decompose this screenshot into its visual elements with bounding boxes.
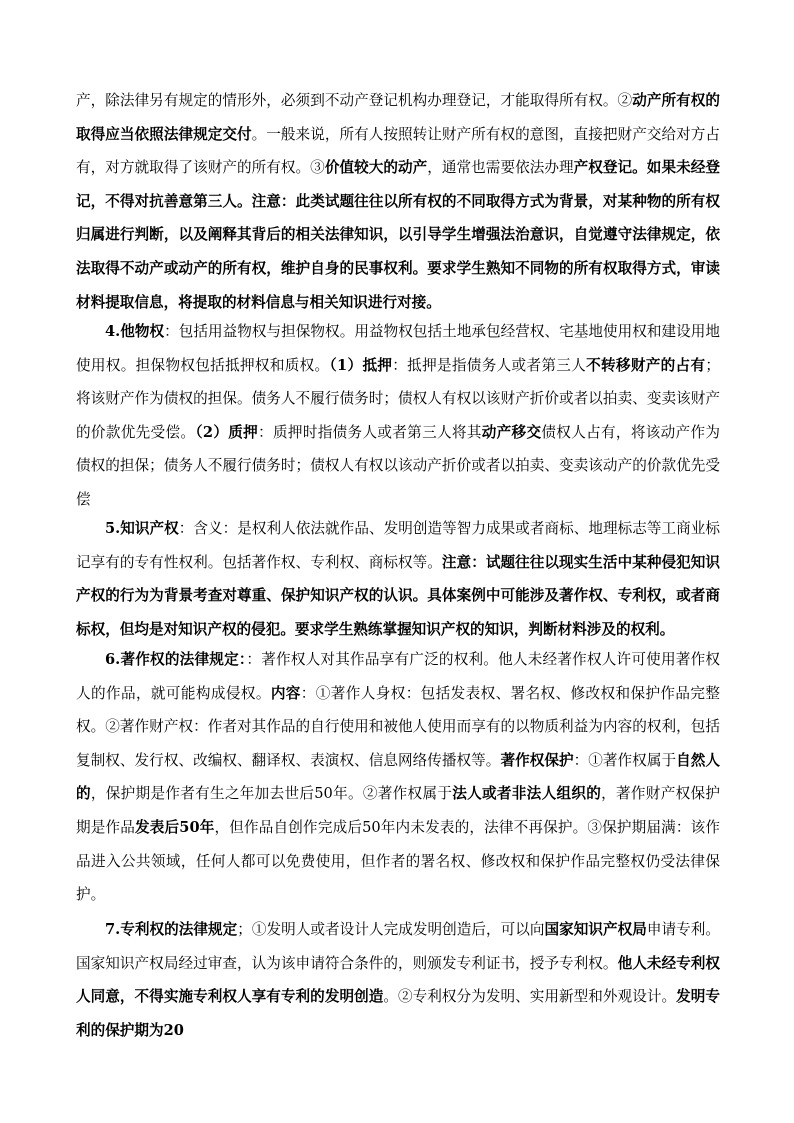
text-segment: 注意：试题往往以现实生活中某种侵犯知识产权的行为为背景考查对尊重、保护知识产权的认识。具体案例中可能涉及著作权、专利权，或者商标权，但均是对知识产权的侵犯。要求学生熟练掌握知识产权的知识，判断材料涉及的权利。 bbox=[76, 553, 720, 638]
text-segment: ：质押时指债务人或者第三人将其 bbox=[258, 423, 482, 441]
text-segment: 国家知识产权局 bbox=[544, 921, 647, 938]
text-segment: 自然人的 bbox=[76, 751, 720, 803]
text-segment: ：包括用益物权与担保物权。用益物权包括土地承包经营权、宅基地使用权和建设用地使用权。担保物权包括抵押权和质权。 bbox=[76, 323, 720, 374]
text-segment: 发明专利的保护期为20 bbox=[76, 988, 720, 1039]
text-segment: 6.著作权的法律规定： bbox=[105, 651, 247, 668]
text-segment: 。一般来说，所有人按照转让财产所有权的意图，直接把财产交给对方占有，对方就取得了该财产的所有权。③ bbox=[76, 125, 720, 177]
text-segment: 4.他物权 bbox=[105, 323, 165, 340]
text-segment: 申请专利。国家知识产权局经过审查，认为该申请符合条件的，则颁发专利证书，授予专利权。 bbox=[76, 921, 720, 972]
text-segment: 。如果未经登记，不得对抗善意第三人。注意：此类试题往往以所有权的不同取得方式为背景，对某种物的所有权归属进行判断，以及阐释其背后的相关法律知识，以引导学生增强法治意识，自觉遵守法律规定，依法取得不动产或动产的所有权，维护自身的民事权利。要求学生熟知不同物的所有权取得方式，审读材料提取信息，将提取的材料信息与相关知识进行对接。 bbox=[76, 159, 720, 311]
text-segment: 5.知识产权 bbox=[105, 520, 179, 537]
text-segment: ：抵押是指债务人或者第三人 bbox=[392, 356, 587, 374]
text-segment: ；①发明人或者设计人完成发明创造后，可以向 bbox=[237, 921, 545, 938]
text-segment: 产，除法律另有规定的情形外，必须到不动产登记机构办理登记，才能取得所有权。② bbox=[76, 92, 633, 109]
text-segment: 动产所有权的取得应当依照法律规定交付 bbox=[76, 92, 720, 143]
text-segment: ，保护期是作者有生之年加去世后50年。②著作权属于 bbox=[90, 785, 453, 803]
text-segment: 法人或者非法人组织的 bbox=[452, 785, 602, 803]
paragraph-patent-law bbox=[76, 913, 720, 1047]
text-segment: （2）质押 bbox=[195, 423, 259, 441]
text-segment: 。②专利权分为发明、实用新型和外观设计。 bbox=[383, 988, 677, 1006]
text-segment: ，通常也需要依法办理 bbox=[427, 159, 574, 177]
text-segment: ：著作权人对其作品享有广泛的权利。他人未经著作权人许可使用著作权人的作品，就可能构成侵权。 bbox=[76, 651, 720, 702]
text-segment: 产权登记 bbox=[573, 159, 633, 177]
text-segment: ，但作品自创作完成后50年内未发表的，法律不再保护。③保护期届满：该作品进入公共领域，任何人都可以免费使用，但作者的署名权、修改权和保护作品完整权仍受法律保护。 bbox=[76, 818, 721, 904]
paragraph-copyright-law bbox=[76, 643, 720, 912]
text-segment: 不转移财产的占有 bbox=[586, 356, 706, 374]
text-segment: 价值较大的动产 bbox=[324, 159, 428, 177]
text-segment: 动产移交 bbox=[481, 423, 542, 441]
paragraph-continued-property-acquisition bbox=[76, 84, 720, 319]
text-segment: ：含义：是权利人依法就作品、发明创造等智力成果或者商标、地理标志等工商业标记享有的专有性权利。包括著作权、专利权、商标权等。 bbox=[76, 520, 720, 571]
text-segment: 债权人占有，将该动产作为债权的担保；债务人不履行债务时；债权人有权以该动产折价或者以拍卖、变卖该动产的价款优先受偿 bbox=[76, 423, 720, 508]
paragraph-other-real-rights bbox=[76, 315, 720, 517]
text-segment: 内容 bbox=[270, 684, 301, 702]
paragraph-intellectual-property bbox=[76, 512, 720, 646]
text-segment: ：①著作人身权：包括发表权、署名权、修改权和保护作品完整权。②著作财产权：作者对其作品的自行使用和被他人使用而享有的以物质利益为内容的权利，包括复制权、发行权、改编权、翻译权、表演权、信息网络传播权等。 bbox=[76, 684, 720, 769]
text-segment: ：①著作权属于 bbox=[573, 751, 677, 769]
text-segment: 发表后50年 bbox=[135, 818, 215, 836]
text-segment: （1）抵押 bbox=[329, 356, 393, 374]
text-segment: 他人未经专利权人同意，不得实施专利权人享有专利的发明创造 bbox=[76, 954, 720, 1006]
text-segment: ；将该财产作为债权的担保。债务人不履行债务时；债权人有权以该财产折价或者以拍卖、变卖该财产的价款优先受偿。 bbox=[76, 356, 720, 441]
text-segment: 著作权保护 bbox=[500, 751, 574, 769]
text-segment: ，著作财产权保护期是作品 bbox=[76, 785, 720, 836]
text-segment: 7.专利权的法律规定 bbox=[105, 921, 238, 938]
